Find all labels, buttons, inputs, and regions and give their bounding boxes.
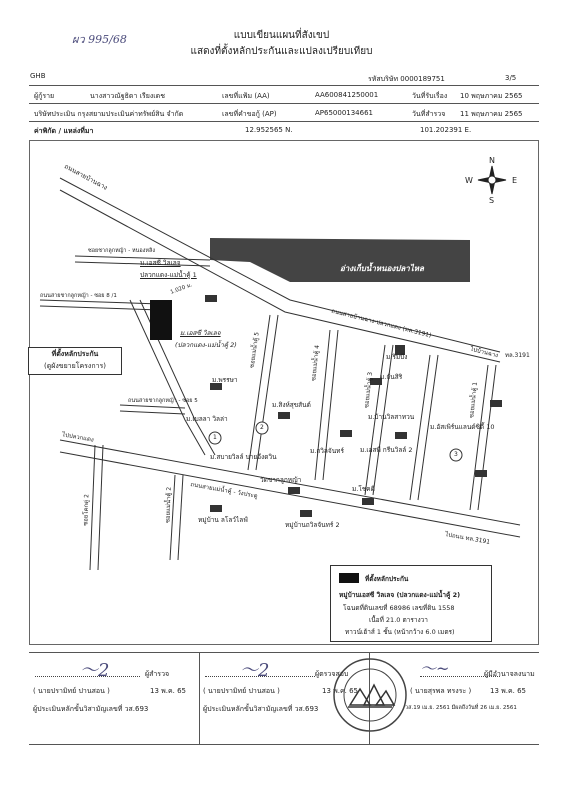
label-road-wang: ถนนสายแม่น้ำคู้ - วังประตู <box>189 481 259 500</box>
collateral-callout-line2: (ดูผังขยายโครงการ) <box>44 362 106 370</box>
surveyor-name: ( นายปรามิทย์ ปานสอน ) <box>33 687 110 695</box>
label-soi-mae: ซอยแม่น้ำคู้ 2 <box>164 486 173 524</box>
label-kasem: ม.อัสเพิร์นแลนด์ซิตี้ 10 <box>430 423 495 431</box>
authority-name: ( นายสุรพล ทรงระ ) <box>410 687 472 695</box>
label-road-km: 1.020 ม. <box>169 282 194 296</box>
label-kanlasiri: ม.กันสิริ <box>380 373 403 381</box>
collateral-block <box>150 300 172 340</box>
collateral-callout <box>28 347 122 375</box>
label-soi4: ซอยแม่น้ำคู้ 4 <box>310 344 321 382</box>
document-subtitle: แสดงที่ตั้งหลักประกันและแปลงเปรียบเทียบ <box>190 46 373 57</box>
label-benlada: ม.เบลลา วิลล่า <box>186 415 228 423</box>
label-phasuk: ม.พรรษา <box>212 376 238 384</box>
latitude: 12.952565 N. <box>245 126 293 134</box>
label-soi-cha5: ถนนสายชากลูกหญ้า - ซอย 5 <box>128 398 198 404</box>
label-main-road: ถนนสายบ้านฉาง-ปลวกแดง (ทล.3191) <box>330 307 432 340</box>
label-green: ม.เอสพี กรีนวิลล์ 2 <box>360 446 413 454</box>
coord-label: ค่าพิกัด / แหล่งที่มา <box>34 127 94 135</box>
label-village-main-b: (ปลวกแดง-แม่น้ำคู้ 2) <box>175 341 237 349</box>
checker-date: 13 พ.ค. 65 <box>322 687 359 695</box>
checker-name: ( นายปรามิทย์ ปานสอน ) <box>203 687 280 695</box>
legend-swatch <box>339 573 359 583</box>
survey-label: วันที่สำรวจ <box>412 110 446 118</box>
company-seal <box>330 655 410 735</box>
label-num2: 2 <box>260 424 264 431</box>
label-soi-ban-kho: ซอยชากลูกหญ้า - หนองหลิง <box>88 248 156 254</box>
checker-signature: 〜2 <box>240 660 270 681</box>
bank-code: GHB <box>30 72 46 80</box>
reservoir-shape <box>210 238 470 282</box>
collateral-callout-line1: ที่ตั้งหลักประกัน <box>51 350 99 358</box>
legend-line5: ทาวน์เฮ้าส์ 1 ชั้น (หน้ากว้าง 6.0 เมตร) <box>345 628 455 636</box>
ref-code: รหัสบริษัท 0000189751 <box>368 75 445 83</box>
compass-rose <box>478 166 506 194</box>
page-number: 3/5 <box>505 74 517 82</box>
received-label: วันที่รับเรื่อง <box>412 92 448 100</box>
label-village1b: ปลวกแดง-แม่น้ำคู้ 1 <box>140 271 197 279</box>
label-chan: ม.ถวิลจันทร์ <box>310 447 344 455</box>
compass-e: E <box>512 176 518 185</box>
surveyor-signature: 〜2 <box>80 660 110 681</box>
label-village-main: ม.เอสซี วิลเลจ <box>180 329 221 337</box>
label-singsuksan: ม.สิงห์สุขสันต์ <box>272 401 311 409</box>
ap-no: AP65000134661 <box>315 109 373 117</box>
label-soi3: ซอยแม่น้ำคู้ 3 <box>363 371 374 409</box>
file-no: AA600841250001 <box>315 91 379 99</box>
legend-line1: ที่ตั้งหลักประกัน <box>365 575 409 583</box>
legend-line3: โฉนดที่ดินเลขที่ 68986 เลขที่ดิน 1558 <box>343 604 455 612</box>
label-sathorn: ม.บ้านวิลสาทวน <box>368 413 415 421</box>
label-to-pluak2: ไปถนน ทล.3191 <box>444 531 491 546</box>
ap-label: เลขที่คำขอกู้ (AP) <box>222 110 277 118</box>
longitude: 101.202391 E. <box>420 126 472 134</box>
label-soi1: ซอยแม่น้ำคู้ 1 <box>468 381 479 419</box>
label-chan2: หมู่บ้านถวิลจันทร์ 2 <box>285 521 340 529</box>
compass-s: S <box>489 196 495 205</box>
authority-cert: วส.19 เม.ย. 2561 มีผลถึงวันที่ 26 เม.ย. 2561 <box>405 705 517 711</box>
label-road-soi8: ถนนสายชากลูกหญ้า - ซอย 8 /1 <box>40 293 117 299</box>
handwritten-reference: ผว 995/68 <box>72 33 127 46</box>
authority-role: ผู้มีอำนาจลงนาม <box>484 670 535 678</box>
label-num3: 3 <box>454 451 458 458</box>
verifier-role: ผู้ตรวจสอบ <box>315 670 349 678</box>
label-num1: 1 <box>213 434 217 441</box>
legend-line4: เนื้อที่ 21.0 ตารางวา <box>369 616 428 624</box>
label-soi5: ซอยแม่น้ำคู้ 5 <box>248 331 261 369</box>
file-no-label: เลขที่แฟ้ม (AA) <box>222 92 270 100</box>
legend-box <box>330 565 492 642</box>
company-name: บริษัทประเมิน กรุงสยามประเมินค่าทรัพย์สิน จำกัด <box>34 110 184 118</box>
label-rim: ม.ริมบึง <box>386 353 408 361</box>
surveyor-date: 13 พ.ค. 65 <box>150 687 187 695</box>
label-chorai: ม.โชคดี <box>352 485 375 493</box>
label-temple: วัดชากลูกหญ้า <box>260 476 302 484</box>
label-road-top: ถนนสายบ้านฉาง <box>62 162 109 192</box>
label-to-ban-chang: ไปบ้านฉาง <box>469 345 499 360</box>
applicant-label: ผู้กู้ราย <box>34 92 55 100</box>
applicant-name: นางสาวณัฐธิดา เรียงเดช <box>90 92 165 100</box>
compass-w: W <box>465 176 473 185</box>
label-soi-kokdu: ซอยโคกดู่ 2 <box>82 494 91 526</box>
label-lily: หมู่บ้าน ลโลว์ไลฟ์ <box>198 516 248 524</box>
surveyor-cert: ผู้ประเมินหลักขั้นวิสามัญเลขที่ วส.693 <box>33 705 149 713</box>
document-title: แบบเขียนแผนที่สังเขป <box>233 30 330 41</box>
legend-line2: หมู่บ้านเอสซี วิลเลจ (ปลวกแดง-แม่น้ำคู้ 2) <box>339 591 461 599</box>
received-date: 10 พฤษภาคม 2565 <box>460 92 523 100</box>
label-reservoir: อ่างเก็บน้ำหนองปลาไหล <box>340 264 424 273</box>
label-sabai: ม.สบายวิลล์ บายอีงดวิน <box>210 453 277 461</box>
label-village1: ม.เอสซี วิลเลจ <box>140 259 181 267</box>
authority-signature: 〜~ <box>420 659 450 678</box>
compass-n: N <box>489 156 495 165</box>
surveyor-role: ผู้สำรวจ <box>145 670 170 678</box>
survey-date: 11 พฤษภาคม 2565 <box>460 110 523 118</box>
label-route-no: ทล.3191 <box>505 352 530 359</box>
label-to-pluak: ไปปลวกแดง <box>61 431 95 444</box>
checker-cert: ผู้ประเมินหลักขั้นวิสามัญเลขที่ วส.693 <box>203 705 319 713</box>
authority-date: 13 พ.ค. 65 <box>490 687 527 695</box>
